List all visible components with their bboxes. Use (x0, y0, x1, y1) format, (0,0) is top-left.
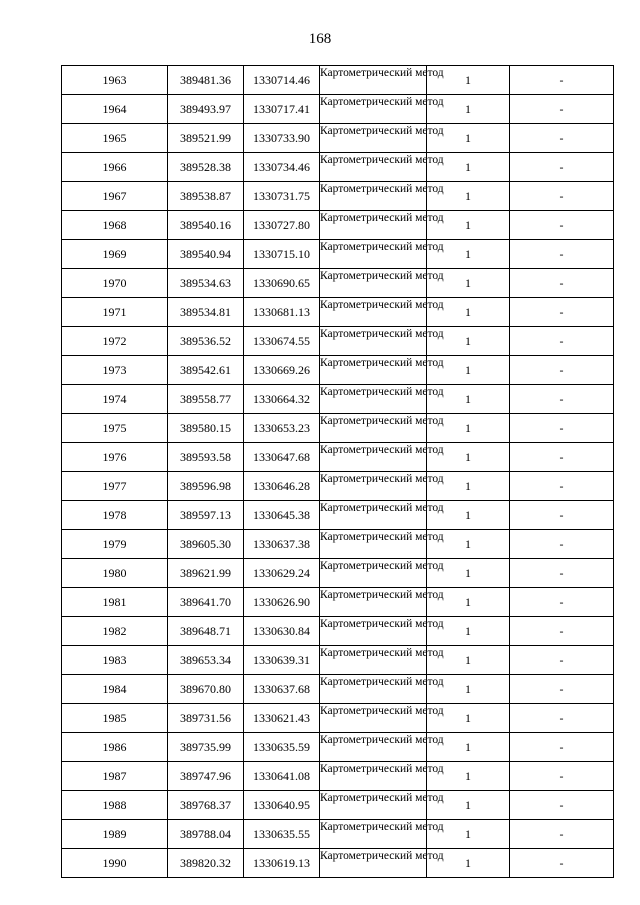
table-row (62, 443, 614, 472)
table-row (62, 820, 614, 849)
note-cell: - (510, 849, 614, 878)
y-coordinate-cell: 1330646.28 (244, 472, 320, 501)
accuracy-cell: 1 (427, 443, 510, 472)
point-number-cell: 1980 (62, 559, 168, 588)
y-coordinate-cell: 1330669.26 (244, 356, 320, 385)
x-coordinate-cell: 389536.52 (168, 327, 244, 356)
y-coordinate-cell: 1330641.08 (244, 762, 320, 791)
y-coordinate-cell: 1330635.59 (244, 733, 320, 762)
point-number-cell: 1977 (62, 472, 168, 501)
x-coordinate-cell: 389528.38 (168, 153, 244, 182)
table-row (62, 704, 614, 733)
y-coordinate-cell: 1330674.55 (244, 327, 320, 356)
y-coordinate-cell: 1330639.31 (244, 646, 320, 675)
note-cell: - (510, 675, 614, 704)
note-cell: - (510, 791, 614, 820)
table-row (62, 588, 614, 617)
x-coordinate-cell: 389540.94 (168, 240, 244, 269)
y-coordinate-cell: 1330637.38 (244, 530, 320, 559)
accuracy-cell: 1 (427, 414, 510, 443)
x-coordinate-cell: 389731.56 (168, 704, 244, 733)
y-coordinate-cell: 1330637.68 (244, 675, 320, 704)
point-number-cell: 1967 (62, 182, 168, 211)
point-number-cell: 1971 (62, 298, 168, 327)
x-coordinate-cell: 389538.87 (168, 182, 244, 211)
table-row (62, 269, 614, 298)
point-number-cell: 1978 (62, 501, 168, 530)
x-coordinate-cell: 389641.70 (168, 588, 244, 617)
point-number-cell: 1974 (62, 385, 168, 414)
method-cell: Картометрический метод (320, 240, 427, 269)
coordinates-table-body (62, 66, 614, 878)
note-cell: - (510, 472, 614, 501)
accuracy-cell: 1 (427, 153, 510, 182)
method-cell: Картометрический метод (320, 791, 427, 820)
table-row (62, 762, 614, 791)
point-number-cell: 1972 (62, 327, 168, 356)
accuracy-cell: 1 (427, 733, 510, 762)
x-coordinate-cell: 389670.80 (168, 675, 244, 704)
table-row (62, 356, 614, 385)
point-number-cell: 1969 (62, 240, 168, 269)
note-cell: - (510, 617, 614, 646)
accuracy-cell: 1 (427, 66, 510, 95)
note-cell: - (510, 414, 614, 443)
method-cell: Картометрический метод (320, 849, 427, 878)
method-cell: Картометрический метод (320, 414, 427, 443)
accuracy-cell: 1 (427, 530, 510, 559)
note-cell: - (510, 95, 614, 124)
method-cell: Картометрический метод (320, 95, 427, 124)
y-coordinate-cell: 1330731.75 (244, 182, 320, 211)
x-coordinate-cell: 389540.16 (168, 211, 244, 240)
table-row (62, 298, 614, 327)
method-cell: Картометрический метод (320, 327, 427, 356)
table-row (62, 791, 614, 820)
x-coordinate-cell: 389820.32 (168, 849, 244, 878)
x-coordinate-cell: 389580.15 (168, 414, 244, 443)
x-coordinate-cell: 389596.98 (168, 472, 244, 501)
note-cell: - (510, 762, 614, 791)
method-cell: Картометрический метод (320, 269, 427, 298)
point-number-cell: 1963 (62, 66, 168, 95)
y-coordinate-cell: 1330640.95 (244, 791, 320, 820)
method-cell: Картометрический метод (320, 675, 427, 704)
table-row (62, 675, 614, 704)
table-row (62, 559, 614, 588)
note-cell: - (510, 240, 614, 269)
note-cell: - (510, 646, 614, 675)
point-number-cell: 1990 (62, 849, 168, 878)
table-row (62, 472, 614, 501)
point-number-cell: 1973 (62, 356, 168, 385)
method-cell: Картометрический метод (320, 153, 427, 182)
accuracy-cell: 1 (427, 791, 510, 820)
table-row (62, 327, 614, 356)
accuracy-cell: 1 (427, 849, 510, 878)
point-number-cell: 1985 (62, 704, 168, 733)
method-cell: Картометрический метод (320, 443, 427, 472)
method-cell: Картометрический метод (320, 472, 427, 501)
y-coordinate-cell: 1330619.13 (244, 849, 320, 878)
accuracy-cell: 1 (427, 559, 510, 588)
y-coordinate-cell: 1330630.84 (244, 617, 320, 646)
note-cell: - (510, 820, 614, 849)
y-coordinate-cell: 1330635.55 (244, 820, 320, 849)
point-number-cell: 1987 (62, 762, 168, 791)
y-coordinate-cell: 1330621.43 (244, 704, 320, 733)
table-row (62, 530, 614, 559)
point-number-cell: 1984 (62, 675, 168, 704)
x-coordinate-cell: 389653.34 (168, 646, 244, 675)
x-coordinate-cell: 389534.81 (168, 298, 244, 327)
y-coordinate-cell: 1330734.46 (244, 153, 320, 182)
note-cell: - (510, 182, 614, 211)
point-number-cell: 1979 (62, 530, 168, 559)
method-cell: Картометрический метод (320, 182, 427, 211)
note-cell: - (510, 704, 614, 733)
method-cell: Картометрический метод (320, 530, 427, 559)
table-row (62, 95, 614, 124)
x-coordinate-cell: 389521.99 (168, 124, 244, 153)
method-cell: Картометрический метод (320, 588, 427, 617)
table-row (62, 182, 614, 211)
point-number-cell: 1982 (62, 617, 168, 646)
accuracy-cell: 1 (427, 211, 510, 240)
accuracy-cell: 1 (427, 704, 510, 733)
point-number-cell: 1988 (62, 791, 168, 820)
y-coordinate-cell: 1330626.90 (244, 588, 320, 617)
note-cell: - (510, 153, 614, 182)
method-cell: Картометрический метод (320, 501, 427, 530)
table-row (62, 124, 614, 153)
x-coordinate-cell: 389593.58 (168, 443, 244, 472)
point-number-cell: 1970 (62, 269, 168, 298)
point-number-cell: 1981 (62, 588, 168, 617)
x-coordinate-cell: 389558.77 (168, 385, 244, 414)
point-number-cell: 1968 (62, 211, 168, 240)
table-row (62, 211, 614, 240)
x-coordinate-cell: 389747.96 (168, 762, 244, 791)
accuracy-cell: 1 (427, 327, 510, 356)
accuracy-cell: 1 (427, 95, 510, 124)
accuracy-cell: 1 (427, 269, 510, 298)
accuracy-cell: 1 (427, 124, 510, 153)
point-number-cell: 1975 (62, 414, 168, 443)
accuracy-cell: 1 (427, 385, 510, 414)
accuracy-cell: 1 (427, 472, 510, 501)
method-cell: Картометрический метод (320, 733, 427, 762)
x-coordinate-cell: 389621.99 (168, 559, 244, 588)
x-coordinate-cell: 389735.99 (168, 733, 244, 762)
accuracy-cell: 1 (427, 675, 510, 704)
accuracy-cell: 1 (427, 240, 510, 269)
table-row (62, 66, 614, 95)
y-coordinate-cell: 1330733.90 (244, 124, 320, 153)
table-row (62, 646, 614, 675)
method-cell: Картометрический метод (320, 762, 427, 791)
accuracy-cell: 1 (427, 617, 510, 646)
note-cell: - (510, 66, 614, 95)
y-coordinate-cell: 1330645.38 (244, 501, 320, 530)
point-number-cell: 1986 (62, 733, 168, 762)
table-row (62, 501, 614, 530)
table-row (62, 617, 614, 646)
method-cell: Картометрический метод (320, 704, 427, 733)
note-cell: - (510, 443, 614, 472)
y-coordinate-cell: 1330727.80 (244, 211, 320, 240)
table-row (62, 385, 614, 414)
note-cell: - (510, 269, 614, 298)
note-cell: - (510, 124, 614, 153)
y-coordinate-cell: 1330717.41 (244, 95, 320, 124)
method-cell: Картометрический метод (320, 559, 427, 588)
coordinates-table (61, 65, 614, 878)
method-cell: Картометрический метод (320, 820, 427, 849)
x-coordinate-cell: 389597.13 (168, 501, 244, 530)
x-coordinate-cell: 389493.97 (168, 95, 244, 124)
accuracy-cell: 1 (427, 820, 510, 849)
x-coordinate-cell: 389534.63 (168, 269, 244, 298)
method-cell: Картометрический метод (320, 617, 427, 646)
table-row (62, 240, 614, 269)
x-coordinate-cell: 389768.37 (168, 791, 244, 820)
x-coordinate-cell: 389788.04 (168, 820, 244, 849)
accuracy-cell: 1 (427, 762, 510, 791)
y-coordinate-cell: 1330715.10 (244, 240, 320, 269)
method-cell: Картометрический метод (320, 298, 427, 327)
method-cell: Картометрический метод (320, 124, 427, 153)
point-number-cell: 1965 (62, 124, 168, 153)
accuracy-cell: 1 (427, 356, 510, 385)
x-coordinate-cell: 389648.71 (168, 617, 244, 646)
point-number-cell: 1966 (62, 153, 168, 182)
page-number: 168 (308, 31, 332, 47)
table-row (62, 153, 614, 182)
y-coordinate-cell: 1330647.68 (244, 443, 320, 472)
y-coordinate-cell: 1330664.32 (244, 385, 320, 414)
note-cell: - (510, 530, 614, 559)
note-cell: - (510, 559, 614, 588)
accuracy-cell: 1 (427, 298, 510, 327)
point-number-cell: 1964 (62, 95, 168, 124)
table-row (62, 849, 614, 878)
note-cell: - (510, 588, 614, 617)
table-row (62, 414, 614, 443)
point-number-cell: 1983 (62, 646, 168, 675)
method-cell: Картометрический метод (320, 646, 427, 675)
accuracy-cell: 1 (427, 646, 510, 675)
method-cell: Картометрический метод (320, 385, 427, 414)
point-number-cell: 1976 (62, 443, 168, 472)
y-coordinate-cell: 1330690.65 (244, 269, 320, 298)
method-cell: Картометрический метод (320, 356, 427, 385)
x-coordinate-cell: 389481.36 (168, 66, 244, 95)
method-cell: Картометрический метод (320, 66, 427, 95)
note-cell: - (510, 501, 614, 530)
x-coordinate-cell: 389605.30 (168, 530, 244, 559)
accuracy-cell: 1 (427, 501, 510, 530)
note-cell: - (510, 327, 614, 356)
method-cell: Картометрический метод (320, 211, 427, 240)
note-cell: - (510, 298, 614, 327)
note-cell: - (510, 356, 614, 385)
y-coordinate-cell: 1330629.24 (244, 559, 320, 588)
y-coordinate-cell: 1330714.46 (244, 66, 320, 95)
y-coordinate-cell: 1330653.23 (244, 414, 320, 443)
note-cell: - (510, 385, 614, 414)
accuracy-cell: 1 (427, 182, 510, 211)
point-number-cell: 1989 (62, 820, 168, 849)
accuracy-cell: 1 (427, 588, 510, 617)
note-cell: - (510, 211, 614, 240)
table-row (62, 733, 614, 762)
x-coordinate-cell: 389542.61 (168, 356, 244, 385)
note-cell: - (510, 733, 614, 762)
y-coordinate-cell: 1330681.13 (244, 298, 320, 327)
